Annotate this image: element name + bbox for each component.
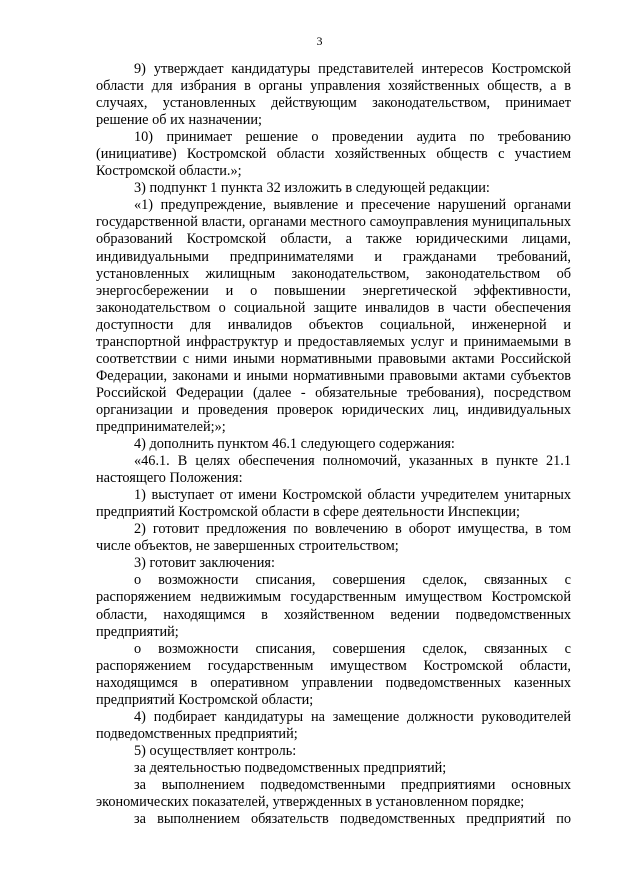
paragraph: 2) готовит предложения по вовлечению в оборот имущества, в том числе объектов, не завершенных строительством;	[96, 521, 571, 555]
paragraph: «1) предупреждение, выявление и пресечение нарушений органами государственной власти, органами местного самоуправления муниципальных образований Костромской области, а также юридическими лицами, индивидуальными предпринимателями и гражданами требований, установленных жилищным законодательством, законодательством об энергосбережении и о повышении энергетической эффективности, законодательством о социальной защите инвалидов в части обеспечения доступности для инвалидов объектов социальной, инженерной и транспортной инфраструктур и предоставляемых услуг и принимаемыми в соответствии с ними иными нормативными правовыми актами Российской Федерации, законами и иными нормативными правовыми актами субъектов Российской Федерации (далее - обязательные требования), посредством организации и проведения проверок юридических лиц, индивидуальных предпринимателей;»;	[96, 197, 571, 435]
paragraph: о возможности списания, совершения сделок, связанных с распоряжением государственным имуществом Костромской области, находящимся в оперативном управлении подведомственных казенных предприятий Костромской области;	[96, 640, 571, 708]
paragraph: о возможности списания, совершения сделок, связанных с распоряжением недвижимым государственным имуществом Костромской области, находящимся в хозяйственном ведении подведомственных предприятий;	[96, 572, 571, 640]
paragraph: «46.1. В целях обеспечения полномочий, указанных в пункте 21.1 настоящего Положения:	[96, 453, 571, 487]
paragraph: 3) подпункт 1 пункта 32 изложить в следующей редакции:	[134, 180, 490, 197]
paragraph: за деятельностью подведомственных предприятий;	[134, 759, 447, 776]
paragraph: 4) дополнить пунктом 46.1 следующего содержания:	[134, 436, 455, 453]
page-number: 3	[316, 34, 323, 48]
paragraph: 4) подбирает кандидатуры на замещение должности руководителей подведомственных предприятий;	[96, 708, 571, 742]
paragraph: 10) принимает решение о проведении аудита по требованию (инициативе) Костромской области хозяйственных обществ с участием Костромской области.»;	[96, 129, 571, 180]
paragraph: 9) утверждает кандидатуры представителей интересов Костромской области для избрания в органы управления хозяйственных обществ, а в случаях, установленных действующим законодательством, принимает решение об их назначении;	[96, 61, 571, 129]
paragraph: за выполнением подведомственными предприятиями основных экономических показателей, утвержденных в установленном порядке;	[96, 776, 571, 811]
document-body	[96, 61, 571, 828]
paragraph: 5) осуществляет контроль:	[134, 742, 297, 759]
paragraph: 3) готовит заключения:	[134, 555, 275, 572]
paragraph: за выполнением обязательств подведомственных предприятий по	[134, 811, 571, 828]
paragraph: 1) выступает от имени Костромской области учредителем унитарных предприятий Костромской области в сфере деятельности Инспекции;	[96, 487, 571, 521]
